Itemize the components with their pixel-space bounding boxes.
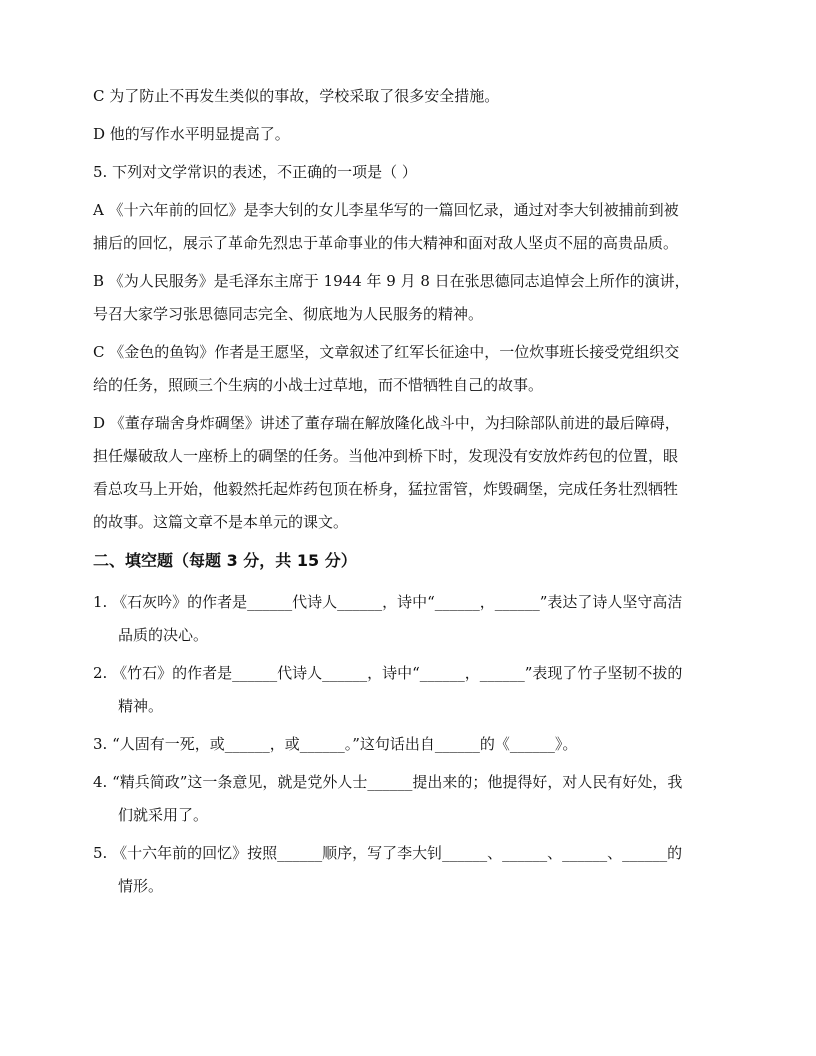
section-score-note: （每题 3 分，共 15 分） bbox=[173, 551, 357, 570]
section-2-heading bbox=[93, 550, 723, 572]
text-line: 的故事。这篇文章不是本单元的课文。 bbox=[93, 513, 349, 531]
text-line: 号召大家学习张思德同志完全、彻底地为人民服务的精神。 bbox=[93, 305, 484, 323]
text-line: 3. “人固有一死，或______，或______。”这句话出自______的《______》。 bbox=[93, 735, 578, 753]
text-line: 1. 《石灰吟》的作者是______代诗人______，诗中“______，______”表达了诗人坚守高洁 bbox=[93, 593, 683, 611]
fill-blank-item-5 bbox=[93, 843, 723, 896]
fill-blank-item-1 bbox=[93, 592, 723, 645]
text-line: 情形。 bbox=[118, 877, 164, 895]
text-line: 精神。 bbox=[118, 697, 164, 715]
text-line: C 为了防止不再发生类似的事故，学校采取了很多安全措施。 bbox=[93, 87, 500, 105]
fill-blank-item-3 bbox=[93, 734, 723, 754]
text-line: C 《金色的鱼钩》作者是王愿坚，文章叙述了红军长征途中，一位炊事班长接受党组织交 bbox=[93, 343, 680, 361]
question-5-stem bbox=[93, 162, 723, 182]
question-5-choice-b bbox=[93, 271, 723, 324]
text-line: 看总攻马上开始，他毅然托起炸药包顶在桥身，猛拉雷管，炸毁碉堡，完成任务壮烈牺牲 bbox=[93, 480, 679, 498]
document-page bbox=[93, 86, 723, 914]
text-line: 5. 《十六年前的回忆》按照______顺序，写了李大钊______、______、______、______的 bbox=[93, 844, 683, 862]
text-line: 2. 《竹石》的作者是______代诗人______，诗中“______，______”表现了竹子坚韧不拔的 bbox=[93, 664, 683, 682]
fill-blank-item-2 bbox=[93, 663, 723, 716]
text-line: D 他的写作水平明显提高了。 bbox=[93, 125, 290, 143]
option-c-paragraph bbox=[93, 86, 723, 106]
text-line: 品质的决心。 bbox=[118, 626, 209, 644]
question-text: 5. 下列对文学常识的表述，不正确的一项是（ ） bbox=[93, 163, 417, 181]
section-title: 二、填空题 bbox=[93, 551, 174, 570]
text-line: 担任爆破敌人一座桥上的碉堡的任务。当他冲到桥下时，发现没有安放炸药包的位置，眼 bbox=[93, 447, 679, 465]
text-line: D 《董存瑞舍身炸碉堡》讲述了董存瑞在解放隆化战斗中，为扫除部队前进的最后障碍， bbox=[93, 414, 680, 432]
text-line: B 《为人民服务》是毛泽东主席于 1944 年 9 月 8 日在张思德同志追悼会上所作的演讲， bbox=[93, 272, 690, 290]
question-5-choice-c bbox=[93, 342, 723, 395]
option-d-paragraph bbox=[93, 124, 723, 144]
question-5-choice-a bbox=[93, 200, 723, 253]
text-line: 们就采用了。 bbox=[118, 806, 209, 824]
fill-blank-item-4 bbox=[93, 772, 723, 825]
text-line: A 《十六年前的回忆》是李大钊的女儿李星华写的一篇回忆录，通过对李大钊被捕前到被 bbox=[93, 201, 679, 219]
text-line: 4. “精兵简政”这一条意见，就是党外人士______提出来的；他提得好，对人民有好处，我 bbox=[93, 773, 683, 791]
text-line: 捕后的回忆，展示了革命先烈忠于革命事业的伟大精神和面对敌人坚贞不屈的高贵品质。 bbox=[93, 234, 679, 252]
text-line: 给的任务，照顾三个生病的小战士过草地，而不惜牺牲自己的故事。 bbox=[93, 376, 544, 394]
question-5-choice-d bbox=[93, 413, 723, 532]
